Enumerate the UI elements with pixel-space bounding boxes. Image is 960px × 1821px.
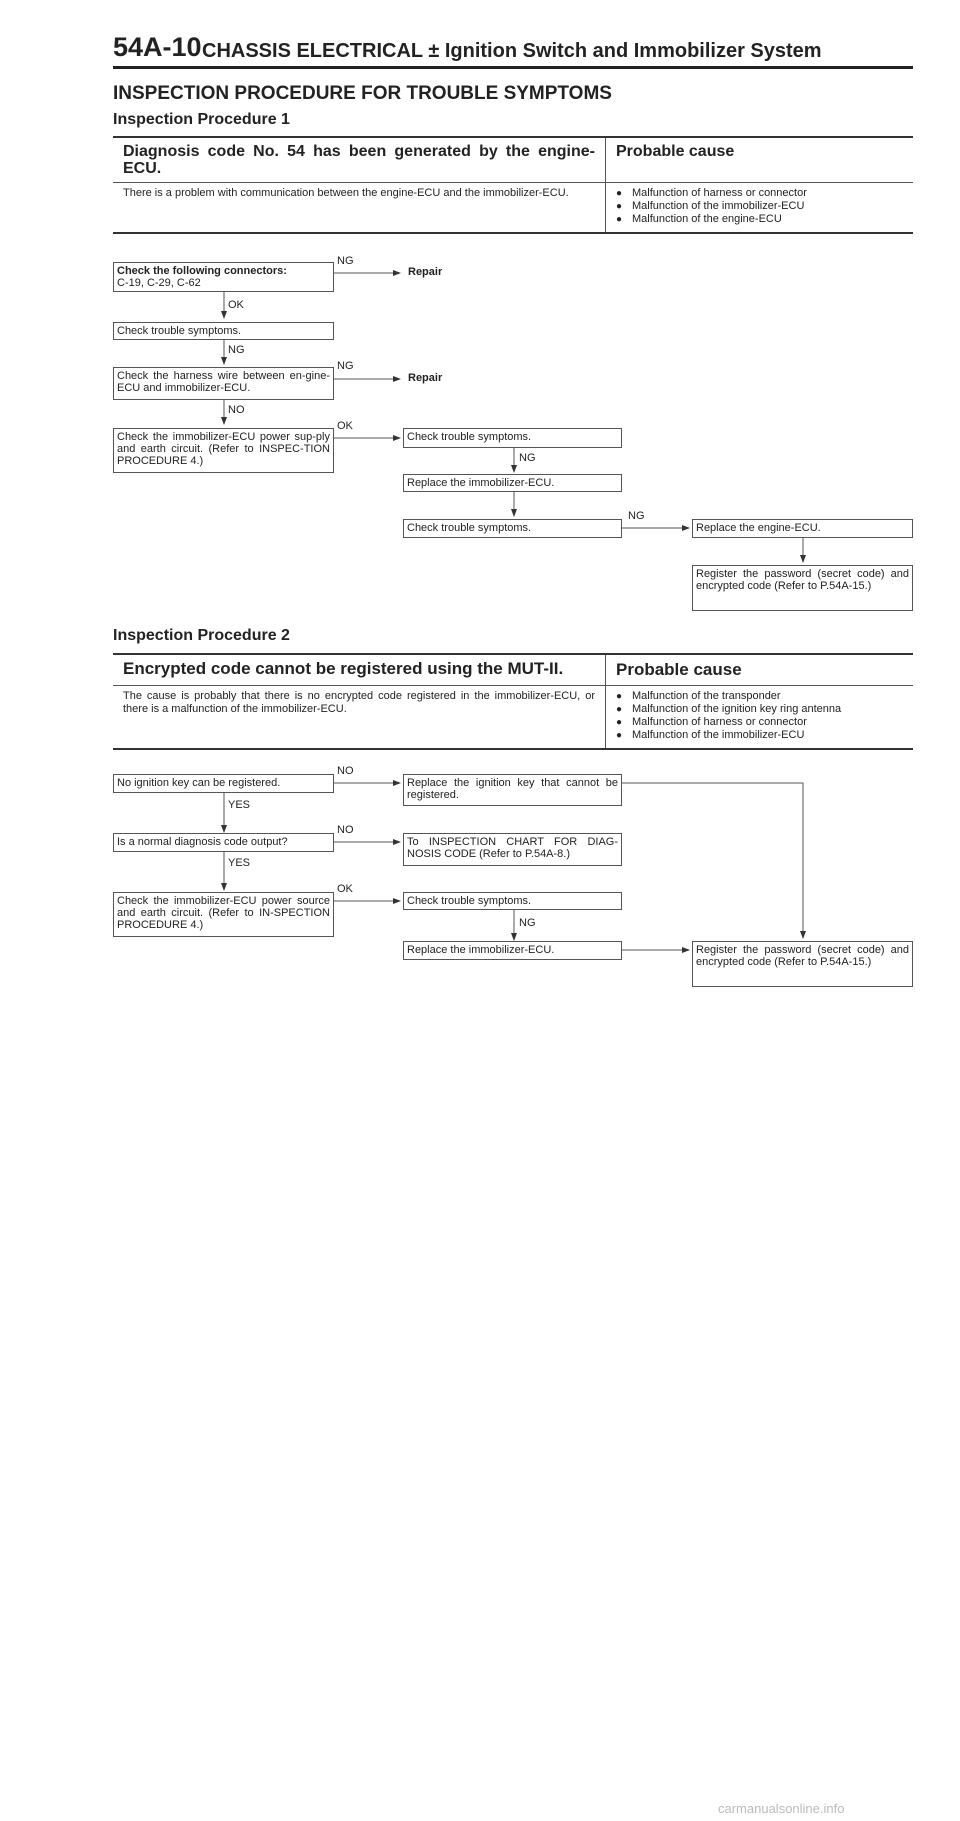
flow2-replace-immobilizer: Replace the immobilizer-ECU. (403, 941, 622, 960)
watermark: carmanualsonline.info (718, 1801, 845, 1816)
flow1-label-ng: NG (519, 452, 536, 464)
flow2-label-yes: YES (228, 799, 251, 811)
flow1-check-harness: Check the harness wire between en-gine-ECU and immobilizer-ECU. (113, 367, 334, 400)
procedure1-title: Inspection Procedure 1 (113, 111, 290, 128)
flow1-replace-immobilizer: Replace the immobilizer-ECU. (403, 474, 622, 492)
flow1-check-connectors-title: Check the following connectors: (117, 265, 287, 277)
flow2-label-no: NO (337, 765, 354, 777)
flow1-check-symptoms-2: Check trouble symptoms. (403, 428, 622, 448)
flow1-label-ng: NG (337, 360, 354, 372)
section-title: INSPECTION PROCEDURE FOR TROUBLE SYMPTOMS (113, 83, 612, 104)
flow1-check-power-supply: Check the immobilizer-ECU power sup-ply and earth circuit. (Refer to INSPEC-TION PROCEDURE 4.) (113, 428, 334, 473)
flow1-register-password: Register the password (secret code) and encrypted code (Refer to P.54A-15.) (692, 565, 913, 611)
flow1-label-ng: NG (628, 510, 645, 522)
procedure2-description: The cause is probably that there is no encrypted code registered in the immobilizer-ECU, or there is a malfunction of the immobilizer-ECU. (113, 686, 606, 750)
cause-item: ● Malfunction of harness or connector (616, 187, 807, 199)
flow2-label-ok: OK (337, 883, 353, 895)
flow1-repair-2: Repair (408, 372, 443, 384)
flow1-label-ok: OK (228, 299, 244, 311)
procedure2-title: Inspection Procedure 2 (113, 627, 290, 644)
bullet-icon: ● (616, 691, 623, 702)
flow1-check-connectors (113, 262, 334, 292)
bullet-icon: ● (616, 730, 623, 741)
flow2-label-yes: YES (228, 857, 251, 869)
flow1-check-symptoms-3: Check trouble symptoms. (403, 519, 622, 538)
flow2-replace-ignition-key: Replace the ignition key that cannot be registered. (403, 774, 622, 806)
procedure2-cause-heading: Probable cause (616, 660, 742, 679)
bullet-icon: ● (616, 188, 623, 199)
flow1-label-ng: NG (337, 255, 354, 267)
flow1-check-connectors-list: C-19, C-29, C-62 (117, 277, 201, 289)
flow2-normal-code-output: Is a normal diagnosis code output? (113, 833, 334, 852)
procedure1-heading: Diagnosis code No. 54 has been generated by the engine-ECU. (113, 137, 606, 183)
flow2-label-ng: NG (519, 917, 536, 929)
procedure1-description: There is a problem with communication between the engine-ECU and the immobilizer-ECU. (113, 183, 606, 234)
page-header-title: CHASSIS ELECTRICAL ± Ignition Switch and Immobilizer System (202, 40, 822, 62)
flow1-label-ng: NG (228, 344, 245, 356)
procedure2-table (113, 653, 913, 750)
flow1-replace-engine-ecu: Replace the engine-ECU. (692, 519, 913, 538)
bullet-icon: ● (616, 201, 623, 212)
cause-item: ● Malfunction of the engine-ECU (616, 213, 782, 225)
bullet-icon: ● (616, 717, 623, 728)
flow2-to-inspection-chart: To INSPECTION CHART FOR DIAG-NOSIS CODE (Refer to P.54A-8.) (403, 833, 622, 866)
cause-item: ● Malfunction of the immobilizer-ECU (616, 729, 805, 741)
flow1-check-symptoms-1: Check trouble symptoms. (113, 322, 334, 340)
procedure1-cause-heading: Probable cause (616, 143, 735, 160)
flow2-no-key-registered: No ignition key can be registered. (113, 774, 334, 793)
flow1-label-ok: OK (337, 420, 353, 432)
procedure2-causes (606, 686, 914, 750)
cause-item: ● Malfunction of the immobilizer-ECU (616, 200, 805, 212)
cause-item: ● Malfunction of the transponder (616, 690, 781, 702)
flow2-check-symptoms: Check trouble symptoms. (403, 892, 622, 910)
bullet-icon: ● (616, 214, 623, 225)
page-number: 54A-10 (113, 32, 202, 62)
flow1-repair-1: Repair (408, 266, 443, 278)
flow2-check-power-source: Check the immobilizer-ECU power source and earth circuit. (Refer to IN-SPECTION PROCEDURE 4.) (113, 892, 334, 937)
procedure2-heading: Encrypted code cannot be registered using the MUT-II. (113, 654, 606, 686)
flow1-label-no: NO (228, 404, 245, 416)
cause-item: ● Malfunction of the ignition key ring antenna (616, 703, 842, 715)
bullet-icon: ● (616, 704, 623, 715)
flow2-register-password: Register the password (secret code) and encrypted code (Refer to P.54A-15.) (692, 941, 913, 987)
cause-item: ● Malfunction of harness or connector (616, 716, 807, 728)
flow2-label-no: NO (337, 824, 354, 836)
